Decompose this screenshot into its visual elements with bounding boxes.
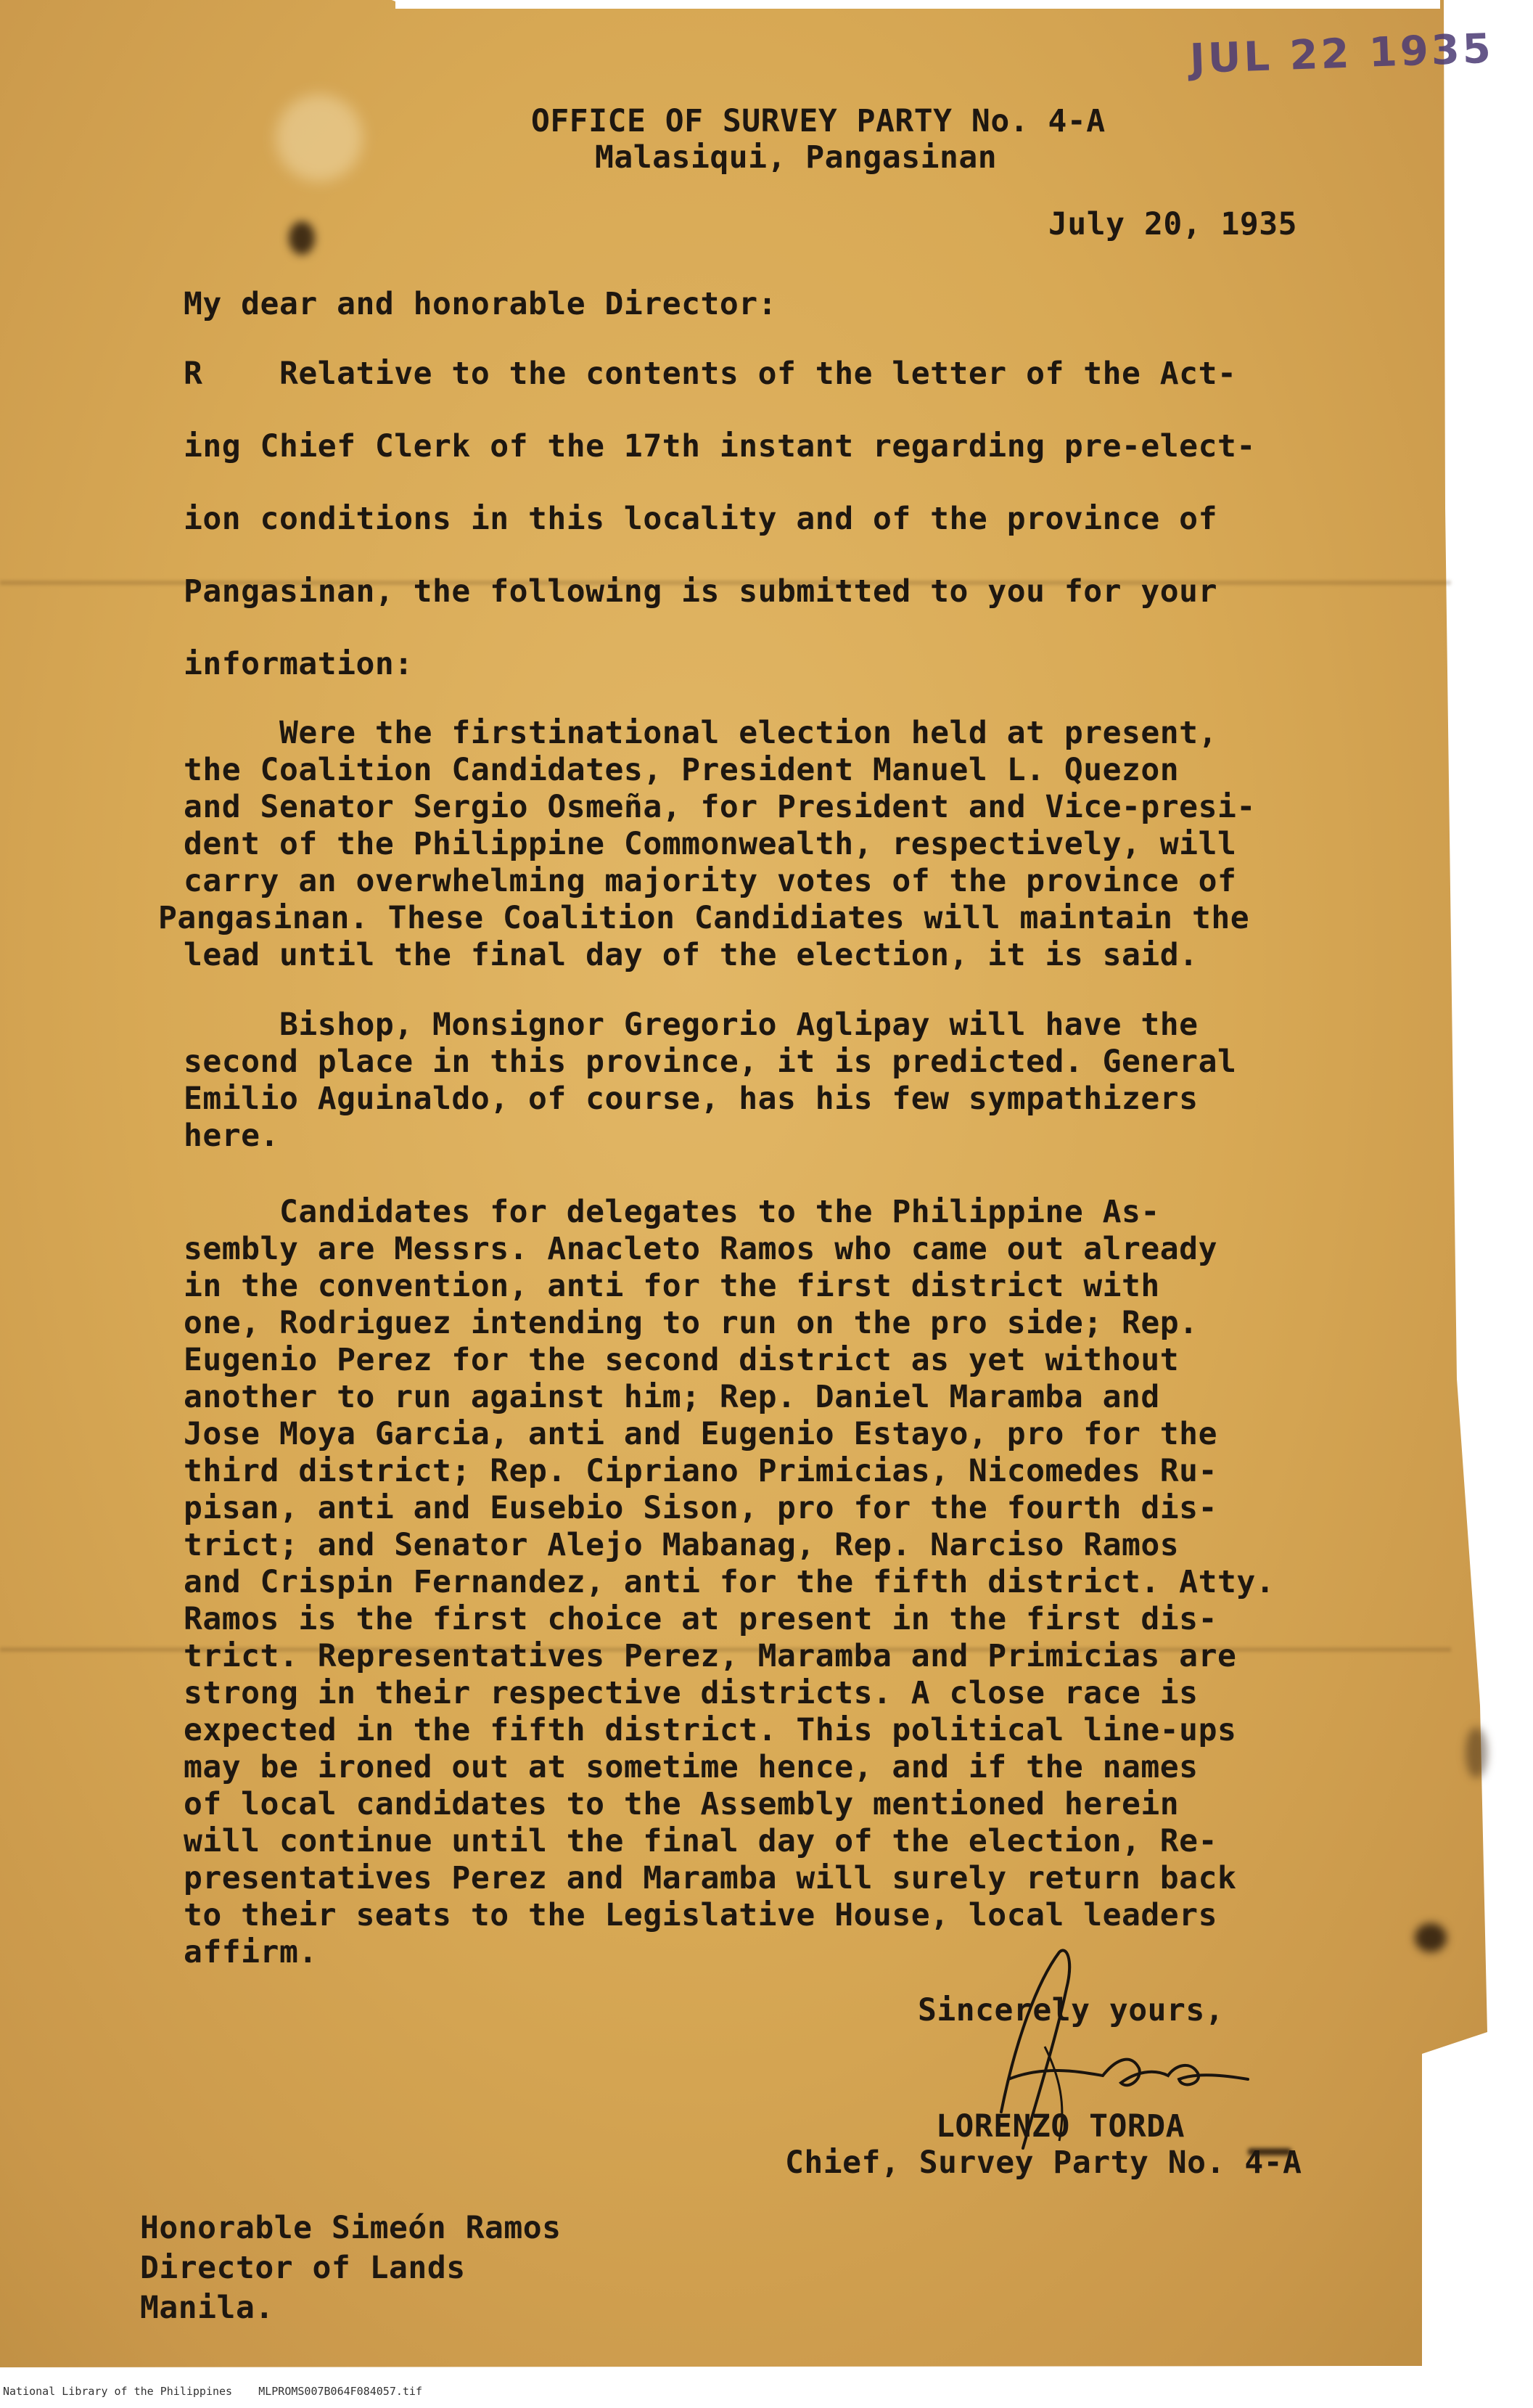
text-line: in the convention, anti for the first district with <box>184 1268 1160 1304</box>
text-line: ion conditions in this locality and of the province of <box>184 501 1217 537</box>
text-line: second place in this province, it is predicted. General <box>184 1044 1237 1080</box>
text-line: Emilio Aguinaldo, of course, has his few sympathizers <box>184 1081 1199 1117</box>
archive-footer: National Library of the Philippines MLPROMS007B064F084057.tif <box>3 2385 422 2398</box>
text-line: lead until the final day of the election, it is said. <box>184 937 1199 973</box>
text-line: ing Chief Clerk of the 17th instant regarding pre-elect- <box>184 428 1256 464</box>
text-line: R Relative to the contents of the letter of the Act- <box>184 356 1237 392</box>
addressee-name: Honorable Simeón Ramos <box>140 2210 562 2246</box>
signer-title: Chief, Survey Party No. 4-A <box>785 2145 1302 2181</box>
text-line: Eugenio Perez for the second district as yet without <box>184 1342 1180 1378</box>
text-line: Were the firstinational election held at present, <box>184 715 1217 751</box>
text-line: Ramos is the first choice at present in the first dis- <box>184 1601 1217 1637</box>
text-line: of local candidates to the Assembly mentioned herein <box>184 1786 1180 1822</box>
text-line: will continue until the final day of the election, Re- <box>184 1823 1217 1859</box>
text-line: here. <box>184 1118 279 1154</box>
letter-date: July 20, 1935 <box>1048 206 1298 242</box>
text-line: to their seats to the Legislative House, local leaders <box>184 1897 1217 1933</box>
text-line: pisan, anti and Eusebio Sison, pro for the fourth dis- <box>184 1490 1217 1526</box>
text-line: Pangasinan. These Coalition Candidiates will maintain the <box>158 900 1250 936</box>
text-line: sembly are Messrs. Anacleto Ramos who came out already <box>184 1231 1217 1267</box>
text-line: affirm. <box>184 1934 318 1970</box>
text-line: and Crispin Fernandez, anti for the fifth district. Atty. <box>184 1564 1275 1600</box>
text-line: the Coalition Candidates, President Manuel L. Quezon <box>184 752 1180 788</box>
text-line: and Senator Sergio Osmeña, for President and Vice-presi- <box>184 789 1256 825</box>
text-line: trict. Representatives Perez, Maramba and Primicias are <box>184 1638 1237 1674</box>
text-line: trict; and Senator Alejo Mabanag, Rep. Narciso Ramos <box>184 1527 1180 1563</box>
text-line: Pangasinan, the following is submitted to you for your <box>184 573 1217 610</box>
addressee-city: Manila. <box>140 2290 274 2326</box>
text-line: Jose Moya Garcia, anti and Eugenio Estayo, pro for the <box>184 1416 1217 1452</box>
text-line: Bishop, Monsignor Gregorio Aglipay will have the <box>184 1007 1199 1043</box>
text-line: carry an overwhelming majority votes of the province of <box>184 863 1237 899</box>
text-line: another to run against him; Rep. Daniel Maramba and <box>184 1379 1160 1415</box>
office-heading: OFFICE OF SURVEY PARTY No. 4-A <box>531 103 1106 139</box>
received-date-stamp: JUL 22 1935 <box>1188 25 1495 83</box>
text-line: strong in their respective districts. A close race is <box>184 1675 1199 1711</box>
text-line: presentatives Perez and Maramba will surely return back <box>184 1860 1237 1896</box>
text-line: expected in the fifth district. This political line-ups <box>184 1712 1237 1748</box>
signer-name: LORENZO TORDA <box>936 2108 1185 2145</box>
text-line: one, Rodriguez intending to run on the pro side; Rep. <box>184 1305 1199 1341</box>
office-location: Malasiqui, Pangasinan <box>595 139 998 176</box>
valediction: Sincerely yours, <box>918 1992 1225 2028</box>
text-line: Candidates for delegates to the Philippine As- <box>184 1194 1160 1230</box>
text-line: third district; Rep. Cipriano Primicias, Nicomedes Ru- <box>184 1453 1217 1489</box>
text-line: information: <box>184 646 414 682</box>
salutation: My dear and honorable Director: <box>184 286 778 322</box>
text-line: dent of the Philippine Commonwealth, respectively, will <box>184 826 1237 862</box>
text-line: may be ironed out at sometime hence, and if the names <box>184 1749 1199 1785</box>
addressee-position: Director of Lands <box>140 2250 466 2286</box>
